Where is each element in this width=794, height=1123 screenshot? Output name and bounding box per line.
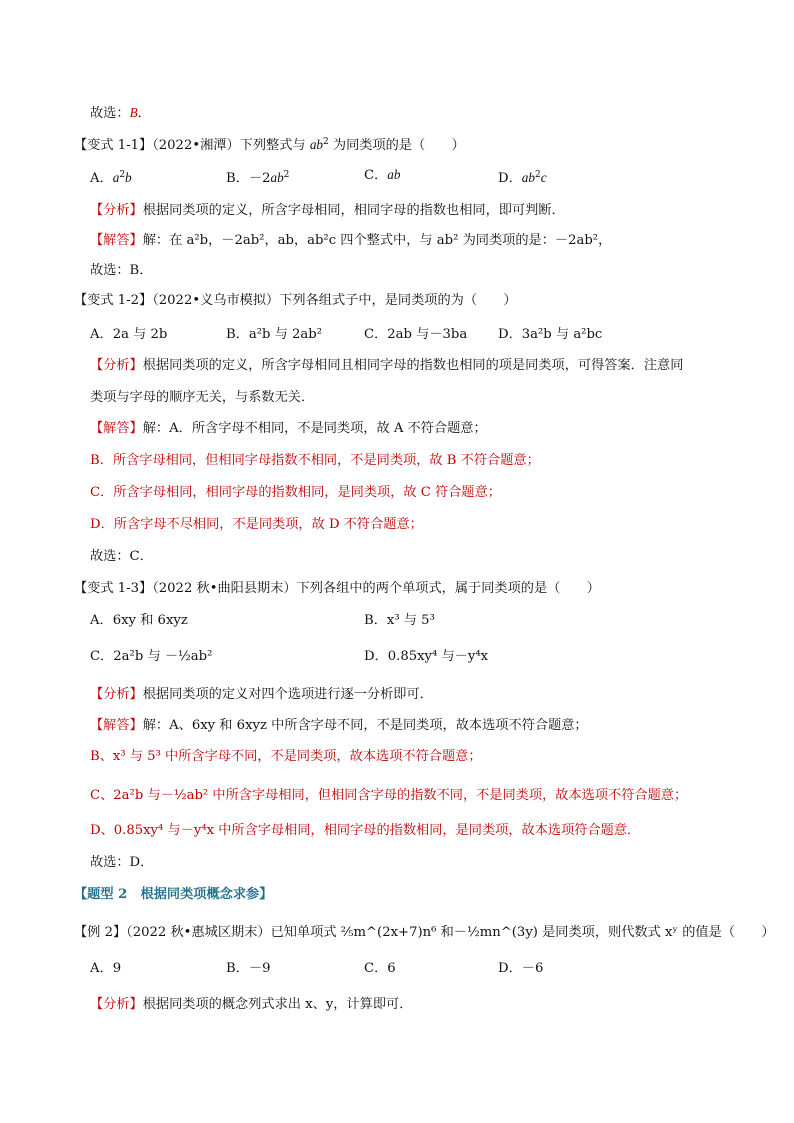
- answer-line-top: 故选：B．: [90, 105, 151, 121]
- solution-v13-c: C、2a²b 与－½ab² 中所含字母相同，但相同含字母的指数不同，不是同类项，故本选项不符合题意；: [90, 788, 688, 803]
- option-a: A．9: [90, 961, 122, 976]
- option-b: B．a²b 与 2ab²: [226, 327, 323, 342]
- analysis-v12: 【分析】根据同类项的定义，所含字母相同且相同字母的指数也相同的项是同类项，可得答案．注意同: [90, 358, 684, 373]
- option-a: A．$a^2b$: [90, 170, 132, 186]
- solution-v13-a: 【解答】解：A、6xy 和 6xyz 中所含字母不同，不是同类项，故本选项不符合题意；: [90, 718, 588, 733]
- solution-v11: 【解答】解：在 a²b，－2ab²，ab，ab²c 四个整式中，与 ab² 为同类项的是：－2ab²，: [90, 233, 612, 248]
- option-b: B．－9: [226, 961, 271, 976]
- option-d: D．－6: [498, 961, 544, 976]
- option-d: D．$ab^2c$: [498, 170, 547, 186]
- analysis-ex2: 【分析】根据同类项的概念列式求出 x、y，计算即可．: [90, 997, 413, 1012]
- analysis-v13: 【分析】根据同类项的定义对四个选项进行逐一分析即可．: [90, 687, 433, 702]
- analysis-v12-cont: 类项与字母的顺序无关，与系数无关．: [90, 390, 315, 405]
- question-v13: 【变式 1-3】（2022 秋•曲阳县期末）下列各组中的两个单项式，属于同类项的是（ ）: [74, 581, 600, 596]
- solution-v12-a: 【解答】解：A．所含字母不相同，不是同类项，故 A 不符合题意；: [90, 421, 487, 436]
- solution-v13-d: D、0.85xy⁴ 与－y⁴x 中所含字母相同，相同字母的指数相同，是同类项，故本选项符合题意．: [90, 823, 641, 838]
- option-a: A．6xy 和 6xyz: [90, 613, 188, 628]
- option-b: B．$-2ab^2$: [226, 170, 290, 186]
- option-c: C．6: [364, 961, 396, 976]
- analysis-v11: 【分析】根据同类项的定义，所含字母相同，相同字母的指数也相同，即可判断．: [90, 203, 565, 218]
- answer-v11: 故选：B．: [90, 263, 153, 278]
- question-tag: 【变式 1-1】: [74, 138, 153, 153]
- option-a: A．2a 与 2b: [90, 327, 168, 342]
- option-d: D．3a²b 与 a²bc: [498, 327, 603, 342]
- question-v11: 【变式 1-1】（2022•湘潭）下列整式与 $ab^2$ 为同类项的是（ ）: [74, 137, 465, 153]
- option-d: D．0.85xy⁴ 与－y⁴x: [364, 649, 489, 664]
- option-c: C．2ab 与－3ba: [364, 327, 468, 342]
- option-c: C．ab: [364, 167, 401, 183]
- question-ex2: 【例 2】（2022 秋•惠城区期末）已知单项式 ⅖m^(2x+7)n⁶ 和－½mn^(3y) 是同类项，则代数式 xʸ 的值是（ ）: [74, 925, 775, 940]
- answer-v12: 故选：C．: [90, 549, 153, 564]
- solution-v12-c: C．所含字母相同，相同字母的指数相同，是同类项，故 C 符合题意；: [90, 485, 501, 500]
- option-c: C．2a²b 与 －½ab²: [90, 649, 213, 664]
- answer-v13: 故选：D．: [90, 855, 154, 870]
- question-v12: 【变式 1-2】（2022•义乌市模拟）下列各组式子中，是同类项的为（ ）: [74, 293, 517, 308]
- section-title: 【题型 2 根据同类项概念求参】: [74, 887, 273, 902]
- option-b: B．x³ 与 5³: [364, 613, 435, 628]
- answer-letter: B: [129, 105, 138, 120]
- solution-v12-d: D．所含字母不尽相同，不是同类项，故 D 不符合题意；: [90, 517, 423, 532]
- solution-v12-b: B．所含字母相同，但相同字母指数不相同，不是同类项，故 B 不符合题意；: [90, 453, 540, 468]
- solution-v13-b: B、x³ 与 5³ 中所含字母不同，不是同类项，故本选项不符合题意；: [90, 749, 482, 764]
